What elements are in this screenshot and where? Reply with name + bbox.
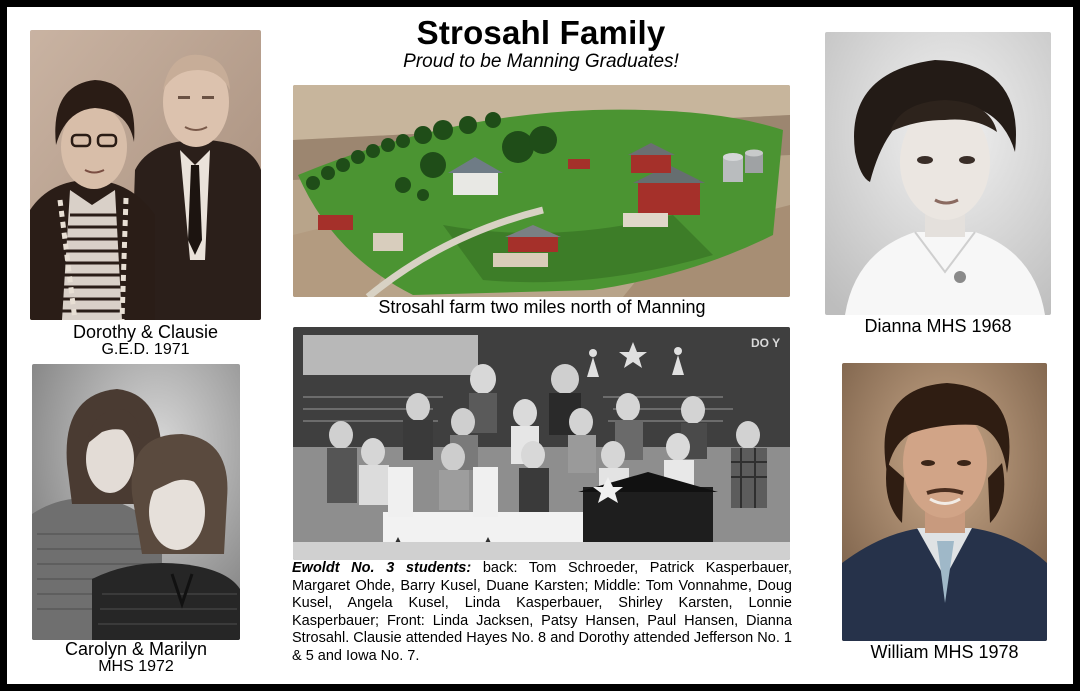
carolyn-marilyn-photo [32,364,240,640]
dorothy-clausie-caption [30,323,261,359]
carolyn-marilyn-year: MHS 1972 [98,657,174,675]
dorothy-clausie-year: G.E.D. 1971 [101,340,190,358]
memorial-card [7,7,1073,684]
title-block [307,15,775,74]
school-caption-lead: Ewoldt No. 3 students: [292,560,472,576]
blackboard-text: DO Y [751,336,781,350]
dianna-caption [825,317,1051,336]
school-class-photo [293,327,790,560]
school-caption-body: back: Tom Schroeder, Patrick Kasperbauer, Margaret Ohde, Barry Kusel, Duane Karsten; Middle: Tom Vonnahme, Doug Kusel, Angela Kusel, Linda Kasperbauer, Shirley Karsten, Lonnie Kasperbauer; Front: Linda Jacksen, Patsy Hansen, Paul Hansen, Dianna Strosahl. Clausie attended Hayes No. 8 and Dorothy attended Jefferson No. 1 & 5 and Iowa No. 7. [292,560,792,664]
dianna-photo [825,32,1051,315]
william-caption [842,643,1047,662]
william-photo [842,363,1047,641]
farm-aerial-photo [293,85,790,297]
carolyn-marilyn-name: Carolyn & Marilyn [64,639,208,659]
dianna-name: Dianna MHS 1968 [864,316,1012,336]
farm-caption: Strosahl farm two miles north of Manning [378,297,706,317]
dorothy-clausie-photo [30,30,261,320]
page-title: Strosahl Family [416,14,666,51]
carolyn-marilyn-caption [32,640,240,676]
page-subtitle: Proud to be Manning Graduates! [403,51,679,73]
school-caption [292,560,792,666]
dorothy-clausie-name: Dorothy & Clausie [72,322,219,342]
william-name: William MHS 1978 [870,642,1019,662]
